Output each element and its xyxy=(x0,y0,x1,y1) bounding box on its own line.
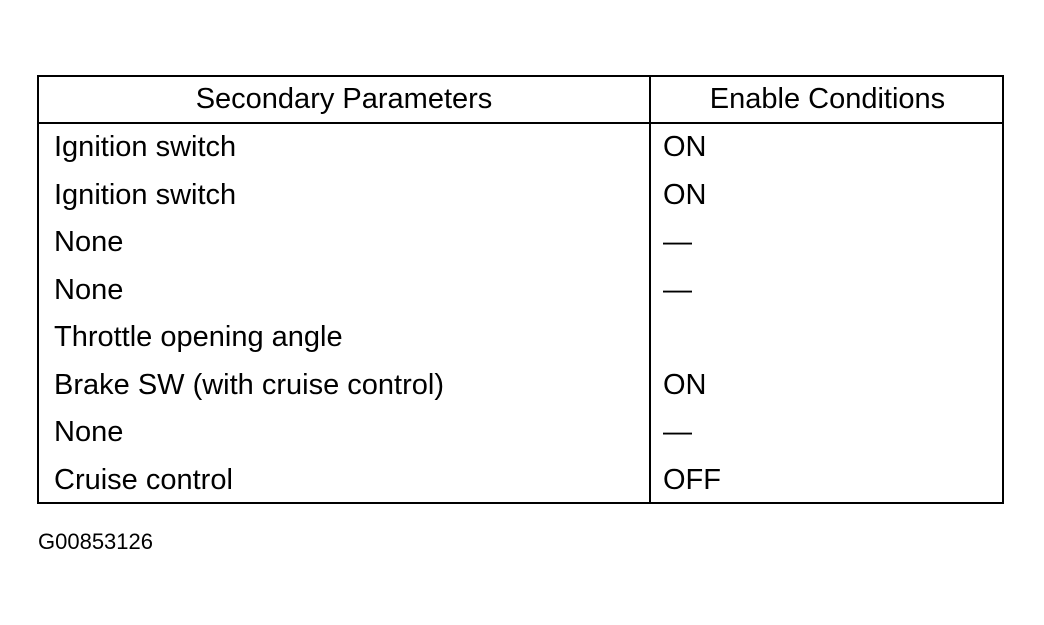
table-row xyxy=(39,124,1002,172)
parameter-cell: Brake SW (with cruise control) xyxy=(54,368,444,401)
table-row xyxy=(39,219,1002,267)
table-body xyxy=(39,124,1002,504)
parameter-cell: Ignition switch xyxy=(54,131,237,163)
table-row xyxy=(39,314,1002,362)
parameters-table xyxy=(37,75,1004,504)
parameter-cell: Ignition switch xyxy=(54,178,237,211)
condition-cell: ON xyxy=(663,178,707,211)
parameter-cell: None xyxy=(54,416,124,448)
condition-cell: ON xyxy=(663,131,707,163)
table-row xyxy=(39,457,1002,505)
parameter-cell: None xyxy=(54,226,124,258)
condition-cell: ON xyxy=(663,368,707,401)
table-row xyxy=(39,172,1002,220)
table-row xyxy=(39,362,1002,410)
condition-cell: OFF xyxy=(663,463,721,496)
table-row xyxy=(39,409,1002,457)
table-header-row xyxy=(39,77,1002,124)
parameter-cell: Throttle opening angle xyxy=(54,321,343,353)
header-enable-conditions: Enable Conditions xyxy=(709,83,946,115)
figure-id: G00853126 xyxy=(38,529,153,554)
header-secondary-parameters: Secondary Parameters xyxy=(195,83,493,115)
condition-cell: — xyxy=(663,416,692,448)
condition-cell: — xyxy=(663,273,692,306)
condition-cell: — xyxy=(663,226,692,258)
parameter-cell: Cruise control xyxy=(54,463,233,496)
table-row xyxy=(39,267,1002,315)
parameter-cell: None xyxy=(54,273,124,306)
